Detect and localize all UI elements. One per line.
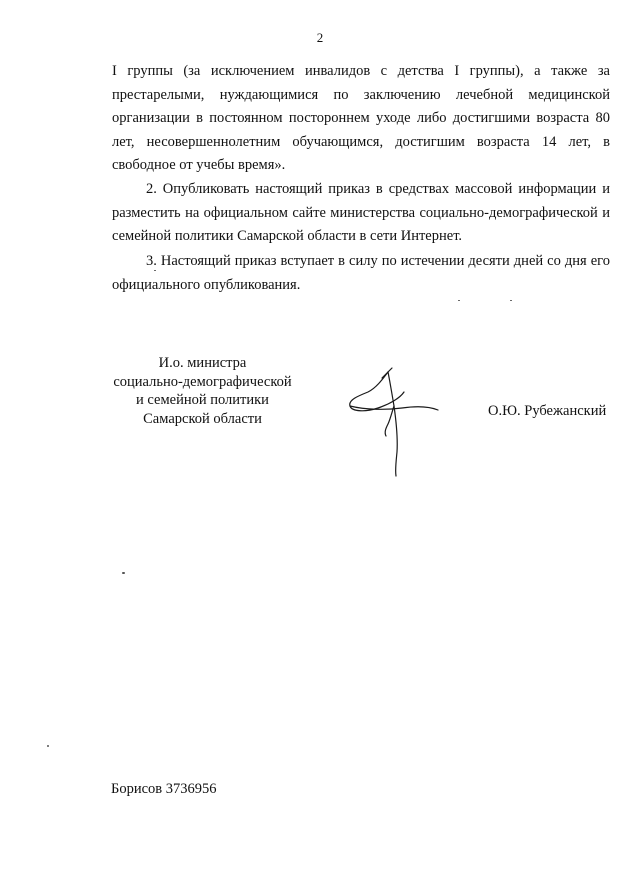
scan-speck xyxy=(458,300,460,301)
scan-speck xyxy=(510,300,512,301)
paragraph-effective-date: 3. Настоящий приказ вступает в силу по истечении десяти дней со дня его официального опубликования. xyxy=(112,253,610,293)
signatory-name: О.Ю. Рубежанский xyxy=(488,403,607,419)
signatory-title-line: и семейной политики xyxy=(136,392,269,408)
paragraph-continuation: I группы (за исключением инвалидов с детства I группы), а также за престарелыми, нуждающимися по заключению лечебной медицинской организации в постоянном постороннем уходе либо достигшими возраста 80 лет, несовершеннолетним обучающимся, достигшим возраста 14 лет, в свободное от учебы время». xyxy=(112,63,610,173)
signatory-title-line: Самарской области xyxy=(143,410,262,427)
handwritten-signature xyxy=(342,366,442,478)
paragraph-publication: 2. Опубликовать настоящий приказ в средствах массовой информации и разместить на официальном сайте министерства социально-демографической и семейной политики Самарской области в сети Интернет. xyxy=(112,181,610,244)
scan-speck xyxy=(122,572,125,574)
signatory-title-block xyxy=(100,354,305,428)
page-number: 2 xyxy=(316,30,324,45)
footer-author-phone: Борисов 3736956 xyxy=(111,781,217,797)
scan-speck xyxy=(47,745,49,747)
signatory-title-line: И.о. министра xyxy=(158,355,247,371)
scan-speck xyxy=(154,270,156,271)
signatory-title-line: социально-демографической xyxy=(113,373,292,390)
